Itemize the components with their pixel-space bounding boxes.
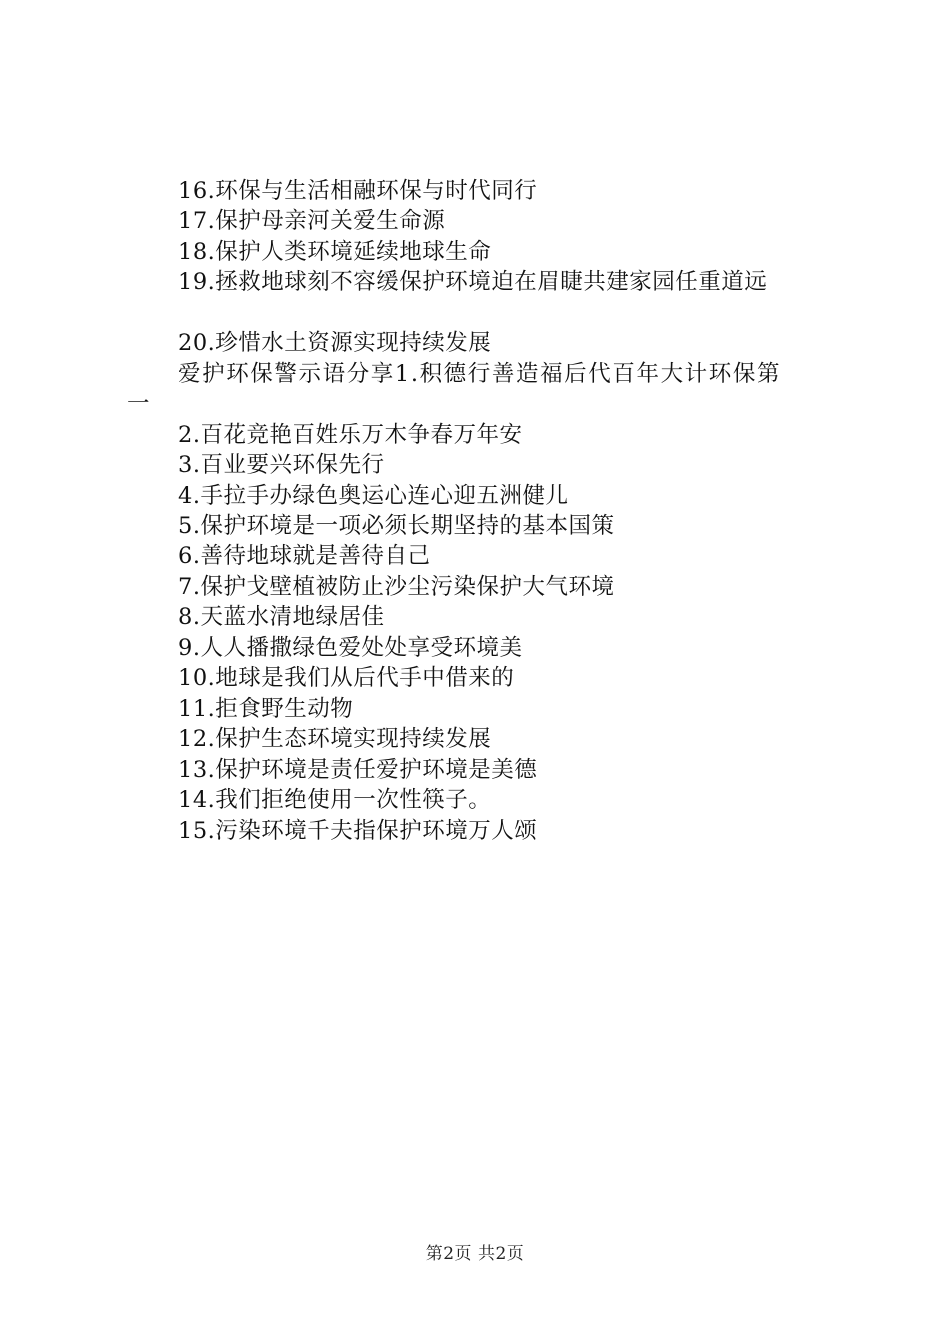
slogan-line: 7.保护戈壁植被防止沙尘污染保护大气环境 xyxy=(178,574,615,600)
slogan-line: 4.手拉手办绿色奥运心连心迎五洲健儿 xyxy=(178,483,569,509)
slogan-line: 8.天蓝水清地绿居佳 xyxy=(178,604,385,630)
slogan-line: 19.拯救地球刻不容缓保护环境迫在眉睫共建家园任重道远 xyxy=(178,269,768,295)
slogan-line: 18.保护人类环境延续地球生命 xyxy=(178,239,492,265)
slogan-line: 2.百花竞艳百姓乐万木争春万年安 xyxy=(178,422,523,448)
slogan-line: 10.地球是我们从后代手中借来的 xyxy=(178,665,515,691)
slogan-line: 14.我们拒绝使用一次性筷子。 xyxy=(178,787,492,813)
slogan-line: 16.环保与生活相融环保与时代同行 xyxy=(178,178,538,204)
slogan-line: 13.保护环境是责任爱护环境是美德 xyxy=(178,757,538,783)
slogan-line: 20.珍惜水土资源实现持续发展 xyxy=(178,330,492,356)
slogan-line: 爱护环保警示语分享1.积德行善造福后代百年大计环保第 xyxy=(178,361,782,387)
slogan-line: 12.保护生态环境实现持续发展 xyxy=(178,726,492,752)
slogan-line: 6.善待地球就是善待自己 xyxy=(178,543,431,569)
slogan-line: 17.保护母亲河关爱生命源 xyxy=(178,208,446,234)
slogan-line-wrap: 一 xyxy=(127,391,150,417)
slogan-line: 11.拒食野生动物 xyxy=(178,696,354,722)
slogan-line: 3.百业要兴环保先行 xyxy=(178,452,385,478)
slogan-line: 9.人人播撒绿色爱处处享受环境美 xyxy=(178,635,523,661)
slogan-line: 15.污染环境千夫指保护环境万人颂 xyxy=(178,818,538,844)
slogan-line: 5.保护环境是一项必须长期坚持的基本国策 xyxy=(178,513,615,539)
page-footer: 第2页 共2页 xyxy=(425,1244,525,1264)
